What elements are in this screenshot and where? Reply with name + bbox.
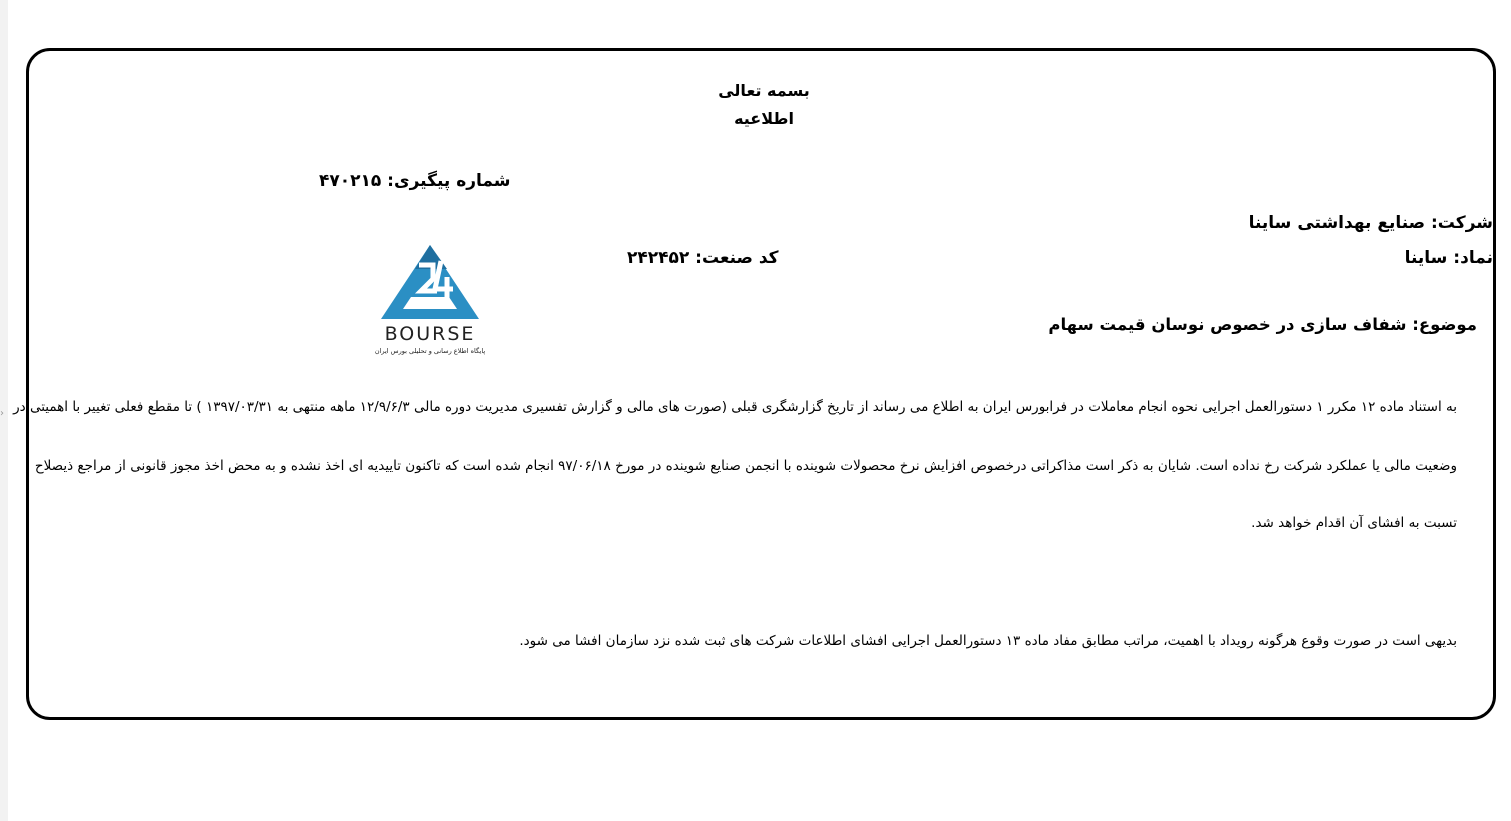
bourse24-logo (363, 239, 497, 359)
tracking-number: شماره پیگیری: ۴۷۰۲۱۵ (319, 171, 511, 191)
closing-paragraph: بدیهی است در صورت وقوع هرگونه رویداد با اهمیت، مراتب مطابق مفاد ماده ۱۳ دستورالعمل اجرایی افشای اطلاعات شرکت های ثبت شده نزد سازمان افشا می شود. (519, 633, 1457, 649)
announcement-card (13, 48, 1496, 720)
edge-marker-icon: › (0, 408, 4, 419)
bourse-wordmark: BOURSE (384, 323, 476, 345)
basmala-heading: بسمه تعالی (718, 81, 810, 100)
company-name: شرکت: صنایع بهداشتی ساینا (1248, 213, 1493, 233)
stock-symbol: نماد: ساینا (1404, 248, 1493, 268)
bourse24-logo-mark-icon (363, 239, 497, 325)
body-paragraph-line-2: وضعیت مالی یا عملکرد شرکت رخ نداده است. شایان به ذکر است مذاکراتی درخصوص افزایش نرخ محصولات شوینده با انجمن صنایع شوینده در مورخ ۹۷/۰۶/۱۸ انجام شده است که تاکنون تاییدیه ای اخذ نشده و به محض اخذ مجوز قانونی از مراجع ذیصلاح (34, 458, 1457, 474)
subject-line: موضوع: شفاف سازی در خصوص نوسان قیمت سهام (1048, 315, 1477, 334)
body-paragraph-line-1: به استناد ماده ۱۲ مکرر ۱ دستورالعمل اجرایی نحوه انجام معاملات در فرابورس ایران به اطلاع می رساند از تاریخ گزارشگری قبلی (صورت های مالی و گزارش تفسیری مدیریت دوره مالی ۱۲/۹/۶/۳ ماهه منتهی به ۱۳۹۷/۰۳/۳۱ ) تا مقطع فعلی تغییر با اهمیتی در (13, 399, 1457, 415)
industry-code: کد صنعت: ۲۴۲۴۵۲ (627, 248, 779, 268)
announcement-title: اطلاعیه (734, 109, 794, 128)
body-paragraph-line-3: تسبت به افشای آن اقدام خواهد شد. (1251, 515, 1457, 531)
logo-caption: پایگاه اطلاع رسانی و تحلیلی بورس ایران (374, 347, 486, 355)
